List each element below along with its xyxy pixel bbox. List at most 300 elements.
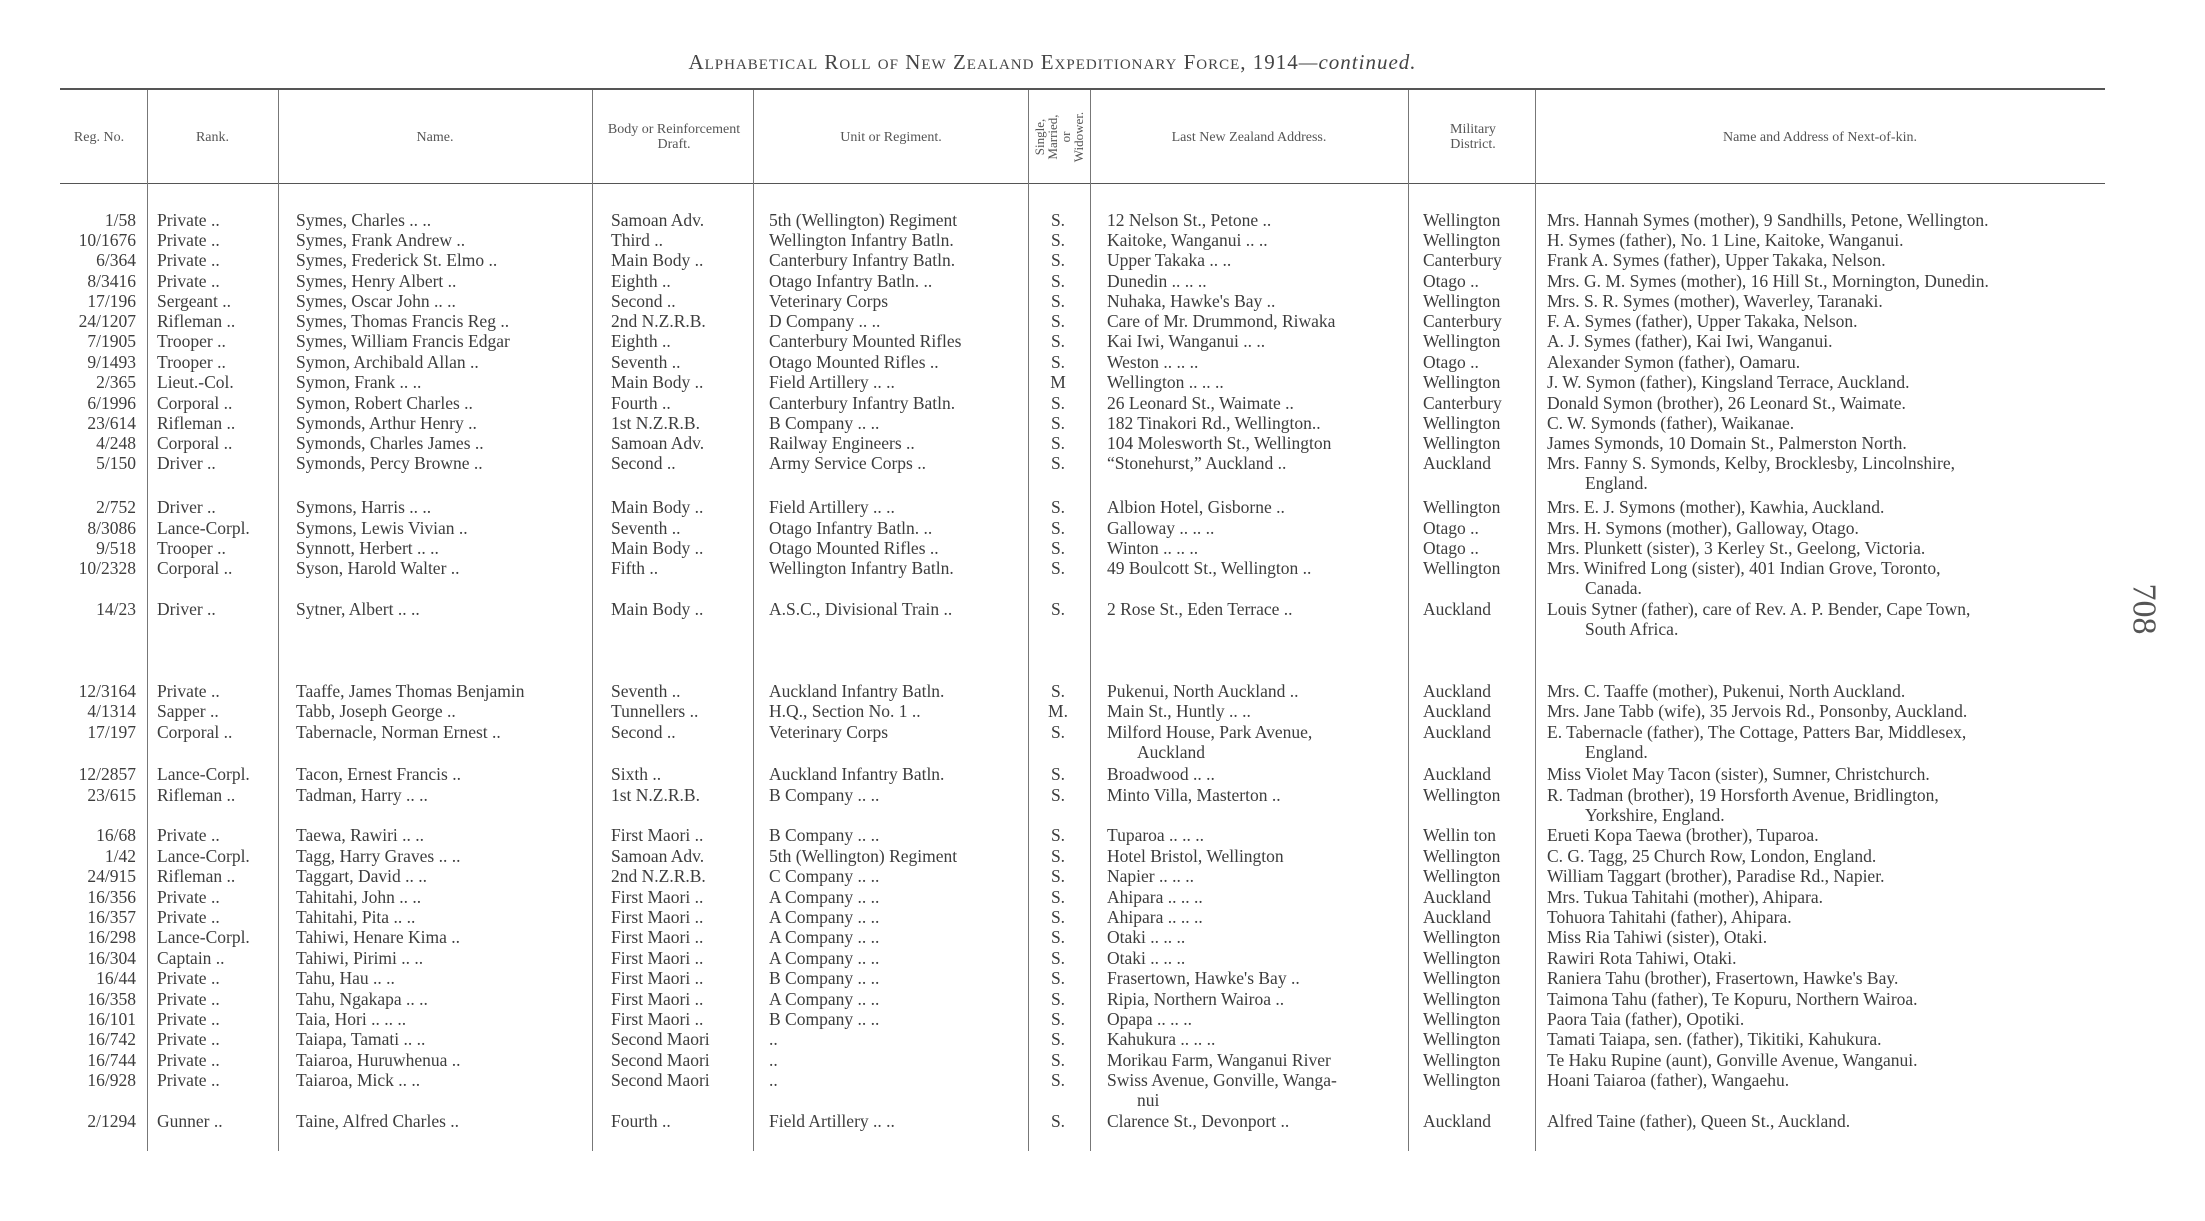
- cell-marital-status: [1040, 785, 1076, 805]
- cell-marital-status: [1040, 968, 1076, 988]
- body-draft-text: First Maori ..: [611, 907, 704, 927]
- body-draft-text: First Maori ..: [611, 927, 704, 947]
- marital-status-text: S.: [1050, 599, 1066, 619]
- cell-address: [1107, 558, 1409, 578]
- cell-rank: [157, 497, 277, 517]
- cell-reg-no: [48, 722, 136, 742]
- cell-name: [296, 271, 588, 291]
- cell-military-district: [1423, 1029, 1529, 1049]
- reg-no-text: 16/357: [87, 907, 136, 927]
- cell-body-draft: [611, 230, 749, 250]
- cell-body-draft: [611, 1070, 749, 1090]
- unit-text: A Company .. ..: [769, 948, 880, 968]
- rank-text: Sergeant ..: [157, 291, 232, 311]
- cell-military-district: [1423, 413, 1529, 433]
- marital-status-text: S.: [1050, 271, 1066, 291]
- unit-text: H.Q., Section No. 1 ..: [769, 701, 921, 721]
- address-continuation: Auckland: [1137, 742, 1206, 762]
- reg-no-text: 2/365: [96, 372, 136, 392]
- cell-name: [296, 352, 588, 372]
- cell-address: [1107, 948, 1409, 968]
- reg-no-text: 7/1905: [87, 331, 136, 351]
- cell-military-district: [1423, 518, 1529, 538]
- address-text: Kahukura .. .. ..: [1107, 1029, 1216, 1049]
- cell-military-district: [1423, 866, 1529, 886]
- table-row: [0, 1070, 2205, 1110]
- cell-name: [296, 1050, 588, 1070]
- cell-next-of-kin: [1547, 413, 2107, 433]
- cell-unit: [769, 393, 1023, 413]
- cell-name: [296, 866, 588, 886]
- marital-status-text: S.: [1050, 352, 1066, 372]
- rank-text: Trooper ..: [157, 352, 226, 372]
- body-draft-text: Sixth ..: [611, 764, 662, 784]
- cell-next-of-kin: [1547, 291, 2107, 311]
- cell-address: [1107, 393, 1409, 413]
- reg-no-text: 4/1314: [87, 701, 136, 721]
- next-of-kin-text: Alexander Symon (father), Oamaru.: [1547, 352, 1801, 372]
- cell-address: [1107, 701, 1409, 721]
- address-text: Main St., Huntly .. ..: [1107, 701, 1251, 721]
- cell-rank: [157, 701, 277, 721]
- rank-text: Private ..: [157, 250, 220, 270]
- cell-next-of-kin: [1547, 393, 2107, 413]
- rank-text: Trooper ..: [157, 331, 226, 351]
- cell-next-of-kin: [1547, 1111, 2107, 1131]
- cell-rank: [157, 722, 277, 742]
- cell-marital-status: [1040, 271, 1076, 291]
- marital-status-text: S.: [1050, 1070, 1066, 1090]
- name-text: Taiaroa, Mick .. ..: [296, 1070, 421, 1090]
- marital-status-text: S.: [1050, 291, 1066, 311]
- next-of-kin-text: James Symonds, 10 Domain St., Palmerston North.: [1547, 433, 1907, 453]
- cell-rank: [157, 372, 277, 392]
- cell-address: [1107, 453, 1409, 473]
- rank-text: Private ..: [157, 230, 220, 250]
- address-text: Otaki .. .. ..: [1107, 927, 1186, 947]
- cell-marital-status: [1040, 331, 1076, 351]
- address-text: 182 Tinakori Rd., Wellington..: [1107, 413, 1321, 433]
- cell-reg-no: [48, 866, 136, 886]
- rank-text: Lance-Corpl.: [157, 927, 250, 947]
- cell-rank: [157, 352, 277, 372]
- cell-reg-no: [48, 372, 136, 392]
- name-text: Tagg, Harry Graves .. ..: [296, 846, 461, 866]
- cell-reg-no: [48, 681, 136, 701]
- cell-address: [1107, 825, 1409, 845]
- rank-text: Captain ..: [157, 948, 225, 968]
- cell-reg-no: [48, 1009, 136, 1029]
- rank-text: Corporal ..: [157, 433, 233, 453]
- unit-text: 5th (Wellington) Regiment: [769, 846, 958, 866]
- cell-rank: [157, 1029, 277, 1049]
- table-row: [0, 372, 2205, 392]
- cell-name: [296, 210, 588, 230]
- next-of-kin-text: Mrs. E. J. Symons (mother), Kawhia, Auckland.: [1547, 497, 1885, 517]
- military-district-text: Auckland: [1423, 701, 1492, 721]
- cell-marital-status: [1040, 989, 1076, 1009]
- cell-name: [296, 433, 588, 453]
- cell-military-district: [1423, 538, 1529, 558]
- cell-marital-status: [1040, 927, 1076, 947]
- cell-marital-status: [1040, 497, 1076, 517]
- cell-reg-no: [48, 291, 136, 311]
- cell-military-district: [1423, 825, 1529, 845]
- cell-body-draft: [611, 722, 749, 742]
- table-row: [0, 927, 2205, 947]
- cell-name: [296, 825, 588, 845]
- address-text: Otaki .. .. ..: [1107, 948, 1186, 968]
- name-text: Taggart, David .. ..: [296, 866, 427, 886]
- cell-reg-no: [48, 887, 136, 907]
- marital-status-text: S.: [1050, 413, 1066, 433]
- military-district-text: Wellington: [1423, 1029, 1501, 1049]
- body-draft-text: Main Body ..: [611, 372, 704, 392]
- cell-unit: [769, 948, 1023, 968]
- rank-text: Corporal ..: [157, 722, 233, 742]
- military-district-text: Otago ..: [1423, 352, 1479, 372]
- address-text: Broadwood .. ..: [1107, 764, 1215, 784]
- name-text: Symes, Thomas Francis Reg ..: [296, 311, 510, 331]
- next-of-kin-text: Mrs. G. M. Symes (mother), 16 Hill St., Mornington, Dunedin.: [1547, 271, 1989, 291]
- cell-marital-status: [1040, 250, 1076, 270]
- body-draft-text: 1st N.Z.R.B.: [611, 413, 700, 433]
- cell-unit: [769, 825, 1023, 845]
- reg-no-text: 23/615: [87, 785, 136, 805]
- marital-status-text: S.: [1050, 846, 1066, 866]
- marital-status-text: S.: [1050, 948, 1066, 968]
- cell-address: [1107, 497, 1409, 517]
- body-draft-text: Samoan Adv.: [611, 846, 705, 866]
- table-row: [0, 558, 2205, 598]
- table-row: [0, 538, 2205, 558]
- military-district-text: Wellington: [1423, 846, 1501, 866]
- marital-status-text: S.: [1050, 433, 1066, 453]
- cell-unit: [769, 538, 1023, 558]
- unit-text: ..: [769, 1029, 778, 1049]
- reg-no-text: 9/1493: [87, 352, 136, 372]
- cell-body-draft: [611, 785, 749, 805]
- cell-military-district: [1423, 1111, 1529, 1131]
- cell-unit: [769, 271, 1023, 291]
- marital-status-text: S.: [1050, 764, 1066, 784]
- military-district-text: Wellington: [1423, 291, 1501, 311]
- marital-status-text: S.: [1050, 1111, 1066, 1131]
- cell-reg-no: [48, 433, 136, 453]
- rank-text: Corporal ..: [157, 558, 233, 578]
- cell-address: [1107, 331, 1409, 351]
- cell-military-district: [1423, 681, 1529, 701]
- next-of-kin-text: Erueti Kopa Taewa (brother), Tuparoa.: [1547, 825, 1819, 845]
- cell-address: [1107, 887, 1409, 907]
- next-of-kin-text: Frank A. Symes (father), Upper Takaka, Nelson.: [1547, 250, 1886, 270]
- body-draft-text: Seventh ..: [611, 352, 681, 372]
- name-text: Symon, Robert Charles ..: [296, 393, 473, 413]
- military-district-text: Auckland: [1423, 907, 1492, 927]
- rank-text: Private ..: [157, 968, 220, 988]
- body-draft-text: 1st N.Z.R.B.: [611, 785, 700, 805]
- cell-address: [1107, 210, 1409, 230]
- reg-no-text: 17/196: [87, 291, 136, 311]
- header-district: Military District.: [1450, 122, 1496, 152]
- military-district-text: Wellington: [1423, 497, 1501, 517]
- military-district-text: Wellington: [1423, 927, 1501, 947]
- name-text: Taaffe, James Thomas Benjamin: [296, 681, 525, 701]
- reg-no-text: 16/742: [87, 1029, 136, 1049]
- unit-text: A Company .. ..: [769, 907, 880, 927]
- cell-marital-status: [1040, 825, 1076, 845]
- next-of-kin-continuation: England.: [1585, 742, 1648, 762]
- address-text: “Stonehurst,” Auckland ..: [1107, 453, 1287, 473]
- cell-reg-no: [48, 250, 136, 270]
- cell-body-draft: [611, 352, 749, 372]
- cell-next-of-kin: [1547, 968, 2107, 988]
- table-row: [0, 866, 2205, 886]
- cell-next-of-kin: [1547, 948, 2107, 968]
- rank-text: Rifleman ..: [157, 311, 236, 331]
- cell-unit: [769, 599, 1023, 619]
- cell-name: [296, 887, 588, 907]
- body-draft-text: Main Body ..: [611, 599, 704, 619]
- rank-text: Gunner ..: [157, 1111, 223, 1131]
- cell-unit: [769, 331, 1023, 351]
- rank-text: Private ..: [157, 271, 220, 291]
- cell-rank: [157, 968, 277, 988]
- cell-name: [296, 989, 588, 1009]
- cell-address: [1107, 1111, 1409, 1131]
- cell-next-of-kin: [1547, 866, 2107, 886]
- cell-next-of-kin: [1547, 927, 2107, 947]
- cell-reg-no: [48, 538, 136, 558]
- cell-marital-status: [1040, 352, 1076, 372]
- cell-name: [296, 558, 588, 578]
- name-text: Symes, Oscar John .. ..: [296, 291, 456, 311]
- cell-body-draft: [611, 372, 749, 392]
- cell-reg-no: [48, 968, 136, 988]
- unit-text: B Company .. ..: [769, 413, 880, 433]
- next-of-kin-text: Raniera Tahu (brother), Frasertown, Hawke's Bay.: [1547, 968, 1899, 988]
- cell-name: [296, 1029, 588, 1049]
- table-row: [0, 433, 2205, 453]
- table-row: [0, 722, 2205, 762]
- cell-name: [296, 453, 588, 473]
- table-row: [0, 230, 2205, 250]
- marital-status-text: S.: [1050, 927, 1066, 947]
- cell-marital-status: [1040, 846, 1076, 866]
- cell-marital-status: [1040, 393, 1076, 413]
- cell-next-of-kin: [1547, 825, 2107, 845]
- next-of-kin-text: Mrs. Fanny S. Symonds, Kelby, Brocklesby, Lincolnshire,: [1547, 453, 1955, 473]
- cell-unit: [769, 413, 1023, 433]
- cell-reg-no: [48, 785, 136, 805]
- cell-rank: [157, 453, 277, 473]
- reg-no-text: 10/1676: [78, 230, 136, 250]
- rank-text: Sapper ..: [157, 701, 219, 721]
- unit-text: Otago Mounted Rifles ..: [769, 538, 939, 558]
- marital-status-text: S.: [1050, 825, 1066, 845]
- table-row: [0, 846, 2205, 866]
- next-of-kin-continuation: England.: [1585, 473, 1648, 493]
- cell-next-of-kin: [1547, 1029, 2107, 1049]
- next-of-kin-text: Mrs. Jane Tabb (wife), 35 Jervois Rd., Ponsonby, Auckland.: [1547, 701, 1968, 721]
- name-text: Symonds, Charles James ..: [296, 433, 484, 453]
- cell-body-draft: [611, 948, 749, 968]
- rank-text: Corporal ..: [157, 393, 233, 413]
- cell-next-of-kin: [1547, 210, 2107, 230]
- body-draft-text: First Maori ..: [611, 825, 704, 845]
- body-draft-text: First Maori ..: [611, 948, 704, 968]
- unit-text: Auckland Infantry Batln.: [769, 681, 945, 701]
- unit-text: Canterbury Mounted Rifles: [769, 331, 962, 351]
- unit-text: A Company .. ..: [769, 887, 880, 907]
- next-of-kin-text: Mrs. H. Symons (mother), Galloway, Otago.: [1547, 518, 1859, 538]
- name-text: Tahu, Hau .. ..: [296, 968, 395, 988]
- marital-status-text: S.: [1050, 453, 1066, 473]
- military-district-text: Canterbury: [1423, 393, 1502, 413]
- military-district-text: Wellin ton: [1423, 825, 1496, 845]
- rank-text: Driver ..: [157, 453, 216, 473]
- name-text: Symon, Archibald Allan ..: [296, 352, 479, 372]
- rank-text: Private ..: [157, 210, 220, 230]
- cell-reg-no: [48, 230, 136, 250]
- next-of-kin-text: Taimona Tahu (father), Te Kopuru, Northern Wairoa.: [1547, 989, 1918, 1009]
- military-district-text: Auckland: [1423, 887, 1492, 907]
- cell-unit: [769, 785, 1023, 805]
- cell-marital-status: [1040, 1070, 1076, 1090]
- cell-address: [1107, 785, 1409, 805]
- cell-body-draft: [611, 413, 749, 433]
- marital-status-text: S.: [1050, 907, 1066, 927]
- cell-body-draft: [611, 968, 749, 988]
- marital-status-text: S.: [1050, 393, 1066, 413]
- reg-no-text: 2/1294: [87, 1111, 136, 1131]
- rank-text: Lance-Corpl.: [157, 518, 250, 538]
- reg-no-text: 16/101: [87, 1009, 136, 1029]
- cell-name: [296, 538, 588, 558]
- cell-military-district: [1423, 352, 1529, 372]
- next-of-kin-text: Hoani Taiaroa (father), Wangaehu.: [1547, 1070, 1790, 1090]
- table-row: [0, 271, 2205, 291]
- military-district-text: Wellington: [1423, 1070, 1501, 1090]
- cell-military-district: [1423, 393, 1529, 413]
- address-text: Kaitoke, Wanganui .. ..: [1107, 230, 1268, 250]
- header-rank: Rank.: [195, 129, 230, 145]
- unit-text: A Company .. ..: [769, 927, 880, 947]
- cell-address: [1107, 518, 1409, 538]
- cell-military-district: [1423, 989, 1529, 1009]
- cell-marital-status: [1040, 948, 1076, 968]
- military-district-text: Wellington: [1423, 1050, 1501, 1070]
- cell-military-district: [1423, 887, 1529, 907]
- cell-unit: [769, 866, 1023, 886]
- cell-unit: [769, 1070, 1023, 1090]
- cell-address: [1107, 413, 1409, 433]
- cell-reg-no: [48, 764, 136, 784]
- unit-text: Otago Infantry Batln. ..: [769, 271, 933, 291]
- page-number: 708: [2125, 583, 2163, 635]
- rank-text: Rifleman ..: [157, 785, 236, 805]
- cell-next-of-kin: [1547, 497, 2107, 517]
- table-row: [0, 1029, 2205, 1049]
- reg-no-text: 16/928: [87, 1070, 136, 1090]
- cell-address: [1107, 1070, 1409, 1110]
- cell-rank: [157, 230, 277, 250]
- cell-body-draft: [611, 1111, 749, 1131]
- reg-no-text: 16/358: [87, 989, 136, 1009]
- cell-military-district: [1423, 271, 1529, 291]
- cell-address: [1107, 764, 1409, 784]
- next-of-kin-text: Tamati Taiapa, sen. (father), Tikitiki, Kahukura.: [1547, 1029, 1882, 1049]
- military-district-text: Otago ..: [1423, 271, 1479, 291]
- marital-status-text: S.: [1050, 518, 1066, 538]
- rank-text: Private ..: [157, 1009, 220, 1029]
- reg-no-text: 8/3416: [87, 271, 136, 291]
- cell-name: [296, 968, 588, 988]
- cell-body-draft: [611, 989, 749, 1009]
- reg-no-text: 16/68: [96, 825, 136, 845]
- header-unit: Unit or Regiment.: [840, 129, 942, 145]
- reg-no-text: 16/298: [87, 927, 136, 947]
- table-row: [0, 1050, 2205, 1070]
- body-draft-text: Samoan Adv.: [611, 210, 705, 230]
- military-district-text: Wellington: [1423, 331, 1501, 351]
- cell-name: [296, 1070, 588, 1090]
- unit-text: D Company .. ..: [769, 311, 881, 331]
- table-row: [0, 250, 2205, 270]
- unit-text: B Company .. ..: [769, 968, 880, 988]
- cell-address: [1107, 291, 1409, 311]
- cell-reg-no: [48, 352, 136, 372]
- body-draft-text: Main Body ..: [611, 497, 704, 517]
- cell-address: [1107, 311, 1409, 331]
- next-of-kin-text: C. G. Tagg, 25 Church Row, London, England.: [1547, 846, 1877, 866]
- military-district-text: Otago ..: [1423, 538, 1479, 558]
- cell-rank: [157, 907, 277, 927]
- cell-unit: [769, 887, 1023, 907]
- marital-status-text: M.: [1048, 701, 1068, 721]
- cell-military-district: [1423, 311, 1529, 331]
- cell-military-district: [1423, 764, 1529, 784]
- cell-body-draft: [611, 846, 749, 866]
- cell-marital-status: [1040, 372, 1076, 392]
- body-draft-text: Eighth ..: [611, 271, 671, 291]
- cell-next-of-kin: [1547, 701, 2107, 721]
- cell-name: [296, 230, 588, 250]
- military-district-text: Wellington: [1423, 558, 1501, 578]
- cell-rank: [157, 558, 277, 578]
- military-district-text: Wellington: [1423, 968, 1501, 988]
- cell-rank: [157, 393, 277, 413]
- cell-body-draft: [611, 271, 749, 291]
- cell-next-of-kin: [1547, 764, 2107, 784]
- cell-unit: [769, 1029, 1023, 1049]
- table-row: [0, 413, 2205, 433]
- unit-text: Otago Mounted Rifles ..: [769, 352, 939, 372]
- rank-text: Rifleman ..: [157, 866, 236, 886]
- unit-text: Railway Engineers ..: [769, 433, 915, 453]
- cell-military-district: [1423, 331, 1529, 351]
- cell-reg-no: [48, 1070, 136, 1090]
- table-row: [0, 518, 2205, 538]
- rank-text: Driver ..: [157, 497, 216, 517]
- rank-text: Trooper ..: [157, 538, 226, 558]
- reg-no-text: 16/356: [87, 887, 136, 907]
- name-text: Synnott, Herbert .. ..: [296, 538, 439, 558]
- rank-text: Private ..: [157, 989, 220, 1009]
- cell-body-draft: [611, 453, 749, 473]
- table-row: [0, 311, 2205, 331]
- cell-name: [296, 681, 588, 701]
